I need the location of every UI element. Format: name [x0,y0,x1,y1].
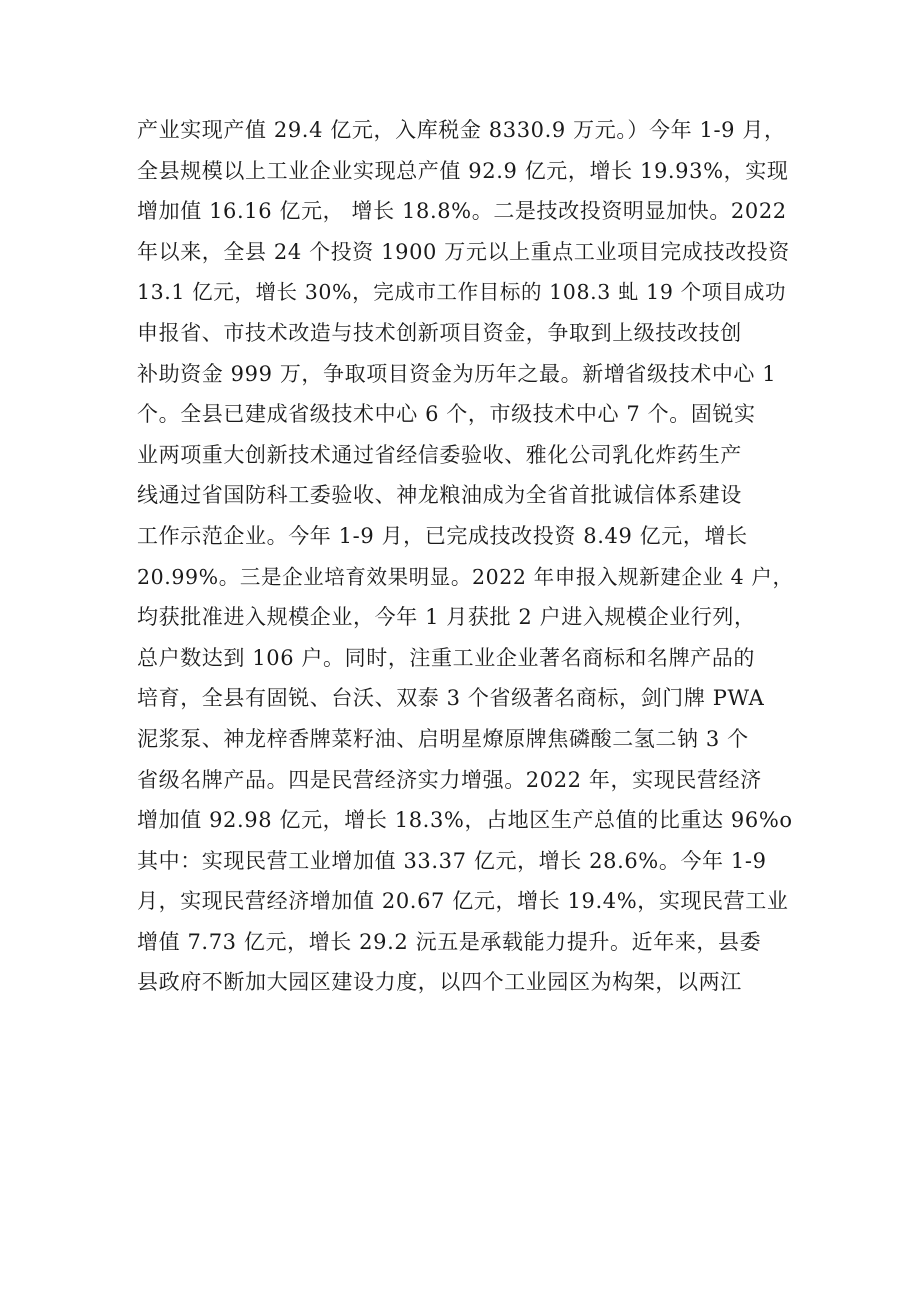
text-line: 月，实现民营经济增加值 20.67 亿元，增长 19.4%，实现民营工业 [137,889,789,914]
text-line: 增值 7.73 亿元，增长 29.2 沅五是承载能力提升。近年来，县委 [137,929,762,954]
text-line: 申报省、市技术改造与技术创新项目资金，争取到上级技改技创 [137,320,742,345]
text-line: 年以来，全县 24 个投资 1900 万元以上重点工业项目完成技改投资 [137,239,790,264]
text-line: 产业实现产值 29.4 亿元，入库税金 8330.9 万元。）今年 1-9 月， [137,118,786,142]
text-line: 线通过省国防科工委验收、神龙粮油成为全省首批诚信体系建设 [137,483,742,508]
text-line: 省级名牌产品。四是民营经济实力增强。2022 年，实现民营经济 [137,767,762,792]
text-line: 补助资金 999 万，争取项目资金为历年之最。新增省级技术中心 1 [137,361,777,386]
text-line: 均获批准进入规模企业，今年 1 月获批 2 户进入规模企业行列， [137,605,756,630]
body-text [137,110,797,1003]
text-line: 13.1 亿元，增长 30%，完成市工作目标的 108.3 虬 19 个项目成功 [137,280,787,305]
text-line: 20.99%。三是企业培育效果明显。2022 年申报入规新建企业 4 户， [137,564,794,589]
text-line: 工作示范企业。今年 1-9 月，已完成技改投资 8.49 亿元，增长 [137,523,748,548]
text-line: 县政府不断加大园区建设力度，以四个工业园区为构架，以两江 [137,970,742,995]
text-line: 总户数达到 106 户。同时，注重工业企业著名商标和名牌产品的 [137,645,756,670]
text-line: 个。全县已建成省级技术中心 6 个，市级技术中心 7 个。固锐实 [137,402,756,427]
text-line: 业两项重大创新技术通过省经信委验收、雅化公司乳化炸药生产 [137,442,742,467]
text-line: 增加值 16.16 亿元， 增长 18.8%。二是技改投资明显加快。2022 [137,199,787,224]
text-line: 其中：实现民营工业增加值 33.37 亿元，增长 28.6%。今年 1-9 [137,848,767,873]
text-line: 泥浆泵、神龙梓香牌菜籽油、启明星燎原牌焦磷酸二氢二钠 3 个 [137,726,749,751]
text-line: 全县规模以上工业企业实现总产值 92.9 亿元，增长 19.93%，实现 [137,158,789,183]
text-line: 增加值 92.98 亿元，增长 18.3%，占地区生产总值的比重达 96%o [137,808,793,833]
text-line: 培育，全县有固锐、台沃、双泰 3 个省级著名商标，剑门牌 PWA [137,686,765,711]
